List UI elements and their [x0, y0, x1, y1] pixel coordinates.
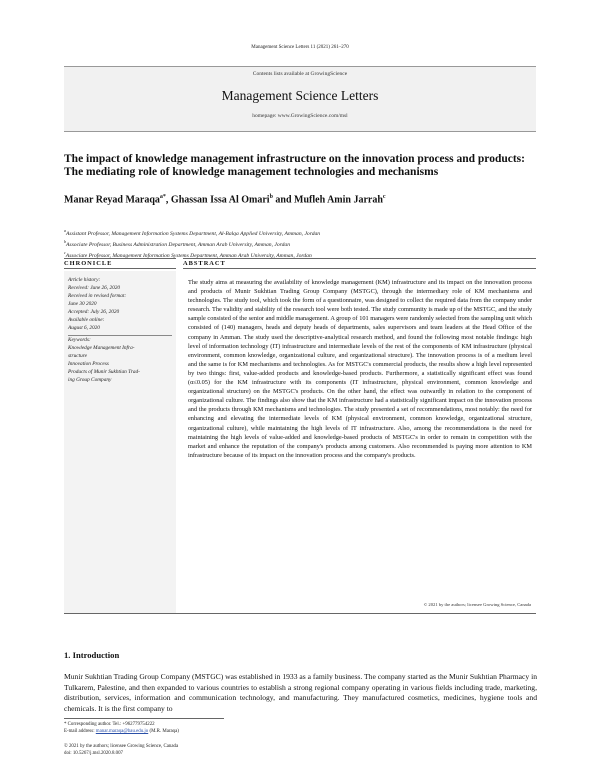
running-head: Management Science Letters 11 (2021) 261–270 — [251, 45, 349, 50]
affiliation-list — [64, 227, 542, 260]
author-list — [64, 194, 542, 205]
info-divider — [68, 335, 172, 336]
article-info-box — [64, 271, 176, 613]
email-note — [64, 729, 179, 734]
license-note: © 2021 by the authors; licensee Growing Science, Canada — [64, 744, 179, 749]
author-affil-mark: a* — [159, 194, 166, 200]
affiliation-mark: c — [64, 249, 66, 255]
doi-note[interactable]: doi: 10.5267/j.msl.2020.8.007 — [64, 751, 123, 756]
email-owner: (M.R. Maraqa) — [148, 729, 179, 734]
affiliation-text: Associate Professor, Business Administration Department, Amman Arab University, Amman, Jordan — [66, 241, 291, 248]
affiliation-text: Associate Professor, Management Information Systems Department, Amman Arab University, Amman, Jordan — [65, 252, 312, 259]
keyword: ing Group Company — [68, 377, 112, 383]
author-separator: , — [165, 194, 171, 206]
corresponding-author-note: * Corresponding author. Tel.: +962779754222 — [64, 722, 155, 727]
affiliation-text: Assistant Professor, Management Information Systems Department, Al-Balqa Applied University, Amman, Jordan — [66, 230, 321, 237]
journal-name: Management Science Letters — [221, 88, 379, 103]
received-date: Received: June 26, 2020 — [68, 285, 121, 291]
keyword: Knowledge Management Infra- — [68, 345, 135, 351]
affiliation-mark: a — [64, 228, 66, 233]
article-history-label: Article history: — [68, 277, 101, 283]
journal-homepage[interactable]: homepage: www.GrowingScience.com/msl — [252, 113, 348, 119]
contents-line: Contents lists available at GrowingScience — [252, 71, 348, 77]
footnote-divider — [64, 718, 224, 719]
introduction-body: Munir Sukhtian Trading Group Company (MSTGC) was established in 1933 as a family business. The company started as the Munir Sukhtian Pharmacy in Tulkarem, Palestine, and then expanded to various countries to establish a strong regional company operating in various fields including trade, marketing, distribution, services, information and communication technology, and manufacturing. They manufactured cosmetics, medicines, hygiene tools and chemicals. It is the first company to — [64, 672, 537, 713]
keyword: Products of Munir Sukhtian Trad- — [68, 369, 140, 375]
affiliation — [64, 238, 542, 249]
keyword: structure — [68, 353, 87, 359]
author-and: and — [272, 194, 295, 206]
author-name: Mufleh Amin Jarrah — [294, 194, 383, 206]
affiliation-mark: b — [64, 238, 66, 244]
article-title: The impact of knowledge management infrastructure on the innovation process and products: The mediating role of knowledge management technologies and mechanisms — [64, 153, 525, 178]
email-link[interactable]: manar.maraqa@bau.edu.jo — [95, 729, 149, 734]
abstract-copyright: © 2021 by the authors; licensee Growing Science, Canada — [423, 602, 531, 607]
affiliation — [64, 227, 542, 238]
abstract-body: The study aims at measuring the availability of knowledge management (KM) infrastructure and its impact on the innovation process and products of Munir Sukhtian Trading Group Company (MSTGC), through the intermediary role of KM mechanisms and technologies. The study tool, which took the form of a questionnaire, was designed to collect the required data from the company under research. The validity and stability of the research tool were both tested. The study community is made up of the MSTGC, and the study sample consisted of the senior and middle management. A group of 101 managers were randomly selected from the sampling unit which consisted of (140) managers, heads and deputy heads of departments, sales supervisors and team leaders at the Head Office of the company in Amman. The study used the descriptive-analytical research method, and found the following most notable findings: high level of information technology (IT) infrastructure and intermediate levels of the rest of the components of KM infrastructure (physical environment, common knowledge, organizational culture, and organizational structure). The innovation process is of a medium level and the same is for KM mechanisms and technologies. As for MSTGC's commercial products, the results show a high level represented by two things: first, value-added products and knowledge-based products. Furthermore, a statistically significant effect was found (α≤0.05) for the KM infrastructure with its components (IT infrastructure, physical environment, common knowledge and organizational structure) on the MSTGC's products. On the other hand, the effect was outwardly in relation to the component of organizational culture. The findings also show that the KM infrastructure had a statistically significant impact on the innovation process and the products through KM mechanisms and technologies. The study presented a set of recommendations, most notably: the need for enhancing and elevating the intermediate levels of KM (physical environment, common knowledge, organizational structure, organizational culture), while maintaining the high levels of IT infrastructure. Also, among the recommendations is the need for maintaining the high levels of value-added and knowledge-based products of MSTGC's in order to remain in competition with the market and enhance the reputation of the company's products among customers. Also recommended is paying more attention to KM infrastructure because of its impact on the innovation process and the company's products. — [188, 279, 532, 459]
author-affil-mark: b — [269, 194, 273, 200]
accepted-date: Accepted: July 26, 2020 — [68, 309, 120, 315]
available-online-label: Available online: — [68, 317, 105, 323]
chronicle-heading: CHRONICLE — [64, 258, 176, 269]
author-name: Ghassan Issa Al Omari — [170, 194, 270, 206]
revised-label: Received in revised format: — [68, 293, 127, 299]
abstract-heading: ABSTRACT — [183, 258, 536, 269]
available-online-date: August 6, 2020 — [68, 325, 100, 331]
author-affil-mark: c — [382, 194, 386, 200]
journal-masthead — [64, 66, 536, 132]
abstract-divider — [64, 613, 536, 614]
introduction-heading: 1. Introduction — [64, 650, 120, 660]
author-name: Manar Reyad Maraqa — [64, 194, 160, 206]
keywords-label: Keywords: — [68, 337, 91, 343]
keyword: Innovation Process — [68, 361, 109, 367]
revised-date: June 30 2020 — [68, 301, 97, 307]
email-label: E-mail address: — [64, 729, 96, 734]
